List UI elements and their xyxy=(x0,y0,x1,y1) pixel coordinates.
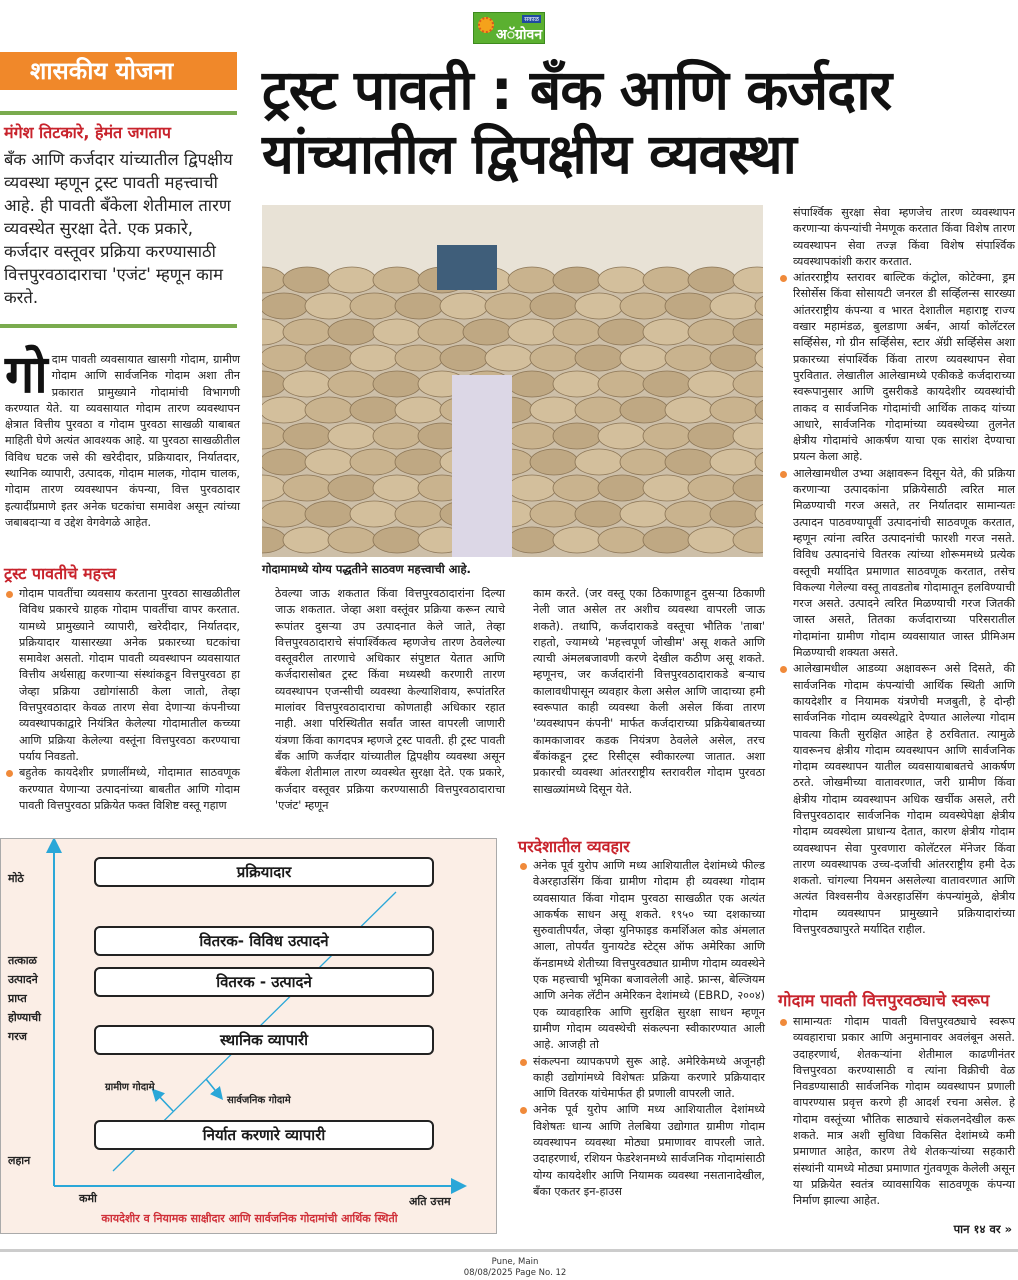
footer-edition: Pune, Main xyxy=(491,1257,539,1267)
sack xyxy=(262,397,308,423)
sack xyxy=(283,423,331,449)
photo-caption: गोदामामध्ये योग्य पद्धतीने साठवण महत्त्वाची आहे. xyxy=(262,562,471,576)
diagram-caption: कायदेशीर व नियामक साक्षीदार आणि सार्वजनिक गोदामांची आर्थिक स्थिती xyxy=(101,1212,398,1225)
sack xyxy=(643,319,691,345)
worker xyxy=(437,245,497,290)
sack xyxy=(262,293,308,319)
sack xyxy=(530,449,578,475)
sack xyxy=(710,397,758,423)
sack xyxy=(530,293,578,319)
masthead-logo xyxy=(473,12,545,44)
sack xyxy=(688,371,736,397)
sack xyxy=(643,423,691,449)
bullet-paragraph: आंतरराष्ट्रीय स्तरावर बाल्टिक कंट्रोल, कोटेक्ना, ड्रम रिसोर्सेस किंवा सोसायटी जनरल डी सर्व्हिलन्स सारख्या आंतरराष्ट्रीय कंपन्या व भारत देशातील महाराष्ट्र राज्य वखार महामंडळ, बुलडाणा अर्बन, आर्या कोलॅटरल सर्व्हिसेस, गो ग्रीन सर्व्हिसेस, स्टार ॲग्री सर्व्हिसेस अशा प्रकारच्या संपार्श्विक किंवा तारण व्यवस्थापन सेवा पुरवितात. लेखातील आलेखामध्ये एकीकडे कर्जदाराच्या स्वरूपानुसार आणि दुसरीकडे कायदेशीर व्यवस्थांची ताकद व सार्वजनिक गोदामांची आर्थिक ताकद यांच्या आधारे, सार्वजनिक गोदामांच्या व्यवस्थेच्या तुलनेत क्षेत्रीय गोदामांचे आकर्षण याचा एक सारांश देण्याचा प्रयत्न केला आहे. xyxy=(778,270,1015,466)
sack xyxy=(620,449,668,475)
sack xyxy=(575,397,623,423)
sack xyxy=(395,345,443,371)
sack xyxy=(508,475,556,501)
sack xyxy=(373,475,421,501)
sack xyxy=(328,423,376,449)
sack xyxy=(485,345,533,371)
warehouse-wall xyxy=(262,205,763,275)
sack xyxy=(620,345,668,371)
sack xyxy=(688,267,736,293)
sack xyxy=(620,293,668,319)
sack xyxy=(620,397,668,423)
sack xyxy=(283,475,331,501)
paragraph: ठेवल्या जाऊ शकतात किंवा वित्तपुरवठादारांना दिल्या जाऊ शकतात. जेव्हा अशा वस्तूंवर प्रक्रिया करून त्याचे रूपांतर दुसऱ्या उप उत्पादनात केले जाते, तेव्हा वित्तपुरवठादाराचे संपार्श्विकत्व म्हणजेच तारण ठेवलेल्या वस्तूवरील तारणाचे अधिकार संपुष्टात येतात आणि कर्जदारासोबत ट्रस्ट किंवा मध्यस्थी करणारी तारण व्यवस्थापन एजन्सीची व्यवस्था केल्याशिवाय, रूपांतरित मालांवर वित्तपुरवठादाराचा कोणताही अधिकार रहात नाही. अशा परिस्थितीत सर्वांत जास्त वापरली जाणारी यंत्रणा किंवा कागदपत्र म्हणजे ट्रस्ट पावती. ही ट्रस्ट पावती बँक आणि कर्जदार यांच्यातील द्विपक्षीय व्यवस्था असून बँकेला शेतीमाल तारण व्यवस्थेत सुरक्षा देते. एक प्रकारे, कर्जदार वस्तूवर प्रक्रिया करण्यासाठी वित्तपुरवठादाराचा 'एजंट' म्हणून xyxy=(275,587,505,812)
sack xyxy=(395,449,443,475)
photo-sacks xyxy=(262,205,763,557)
sack xyxy=(305,449,353,475)
sack xyxy=(350,345,398,371)
lead-paragraph: बँक आणि कर्जदार यांच्यातील द्विपक्षीय व्यवस्था म्हणून ट्रस्ट पावती महत्त्वाची आहे. ही पावती बँकेला शेतीमाल तारण व्यवस्थेत सुरक्षा देते. एक प्रकारे, कर्जदार वस्तूवर प्रक्रिया करण्यासाठी वित्तपुरवठादाराचा 'एजंट' म्हणून काम करते. xyxy=(4,150,233,307)
bullet-paragraph: गोदाम पावतींचा व्यवसाय करताना पुरवठा साखळीतील विविध प्रकारचे ग्राहक गोदाम पावतींचा वापर करतात. यामध्ये प्रामुख्याने व्यापारी, खरेदीदार, निर्यातदार, प्रक्रियादार यासारख्या अनेक प्रकारच्या घटकांचा समावेश असतो. गोदाम पावती व्यवस्थापन व्यवसायात वित्तीय अर्थसाह्य करणाऱ्या संस्थांकडून वित्तपुरवठा हा जेव्हा प्रक्रिया उद्योगांसाठी केला जातो, तेव्हा वित्तपुरवठादार केवळ तारण सेवा देणाऱ्या कंपनीच्या व्यवस्थापकाद्वारे नियंत्रित केलेल्या गोदामातील कच्च्या आणि प्रक्रिया केलेल्या वस्तूंना वित्तपुरवठा करण्याचा पर्याय निवडतो. xyxy=(4,586,240,765)
continued-link[interactable]: पान १४ वर » xyxy=(953,1222,1012,1236)
sack xyxy=(598,319,646,345)
divider xyxy=(0,324,237,328)
sack xyxy=(530,501,578,527)
diagram-box: वितरक- विविध उत्पादने xyxy=(94,926,434,956)
sack xyxy=(328,475,376,501)
sack xyxy=(350,397,398,423)
worker xyxy=(452,375,512,557)
sack xyxy=(508,423,556,449)
subheading: गोदाम पावती वित्तपुरवठ्याचे स्वरूप xyxy=(778,991,990,1010)
diagram xyxy=(0,838,497,1234)
intro-paragraph xyxy=(5,345,240,531)
column-4 xyxy=(778,205,1015,938)
intro-text: दाम पावती व्यवसायात खासगी गोदाम, ग्रामीण गोदाम आणि सार्वजनिक गोदाम अशा तीन प्रकारात प्रामुख्याने गोदामांची विभागणी करण्यात येते. या व्यवसायात गोदाम तारण व्यवस्थापन क्षेत्रात वित्तीय पुरवठा व गोदाम पुरवठा साखळी याबाबत माहिती घेणे अत्यंत आवश्यक आहे. या पुरवठा साखळीतील विविध घटक जसे की खरेदीदार, प्रक्रियादार, निर्यातदार, स्थानिक व्यापारी, उत्पादक, गोदाम मालक, गोदाम चालक, गोदाम तारण व्यवस्थापन कंपन्या, वित्त पुरवठादार इत्यादींप्रमाणे इतर अनेक घटकांचा समावेश असून त्यांच्या जबाबदाऱ्या व उद्देश वेगवेगळे आहेत. xyxy=(5,353,240,529)
sack xyxy=(575,345,623,371)
sack xyxy=(688,319,736,345)
sack xyxy=(328,267,376,293)
region-label: ग्रामीण गोदामे xyxy=(105,1082,155,1093)
diagram-box: वितरक - उत्पादने xyxy=(94,967,434,997)
column-3-bullets xyxy=(518,858,765,1200)
sack xyxy=(575,293,623,319)
drop-cap: गो xyxy=(5,345,48,405)
sack xyxy=(665,449,713,475)
section-tag: शासकीय योजना xyxy=(0,52,237,90)
column-3 xyxy=(533,586,765,798)
bullet-paragraph: अनेक पूर्व युरोप आणि मध्य आशियातील देशांमध्ये फील्ड वेअरहाउसिंग किंवा ग्रामीण गोदाम ही व्यवस्था गोदाम व्यवसायात किंवा गोदाम पुरवठा साखळीत एक अत्यंत आकर्षक साधन असू शकते. १९५० च्या दशकाच्या सुरुवातीपर्यंत, जेव्हा युनिफाइड कमर्शिअल कोड अंमलात आला, तोपर्यंत युनायटेड स्टेट्स ऑफ अमेरिका आणि कॅनडामध्ये शेतीच्या वित्तपुरवठ्यात ग्रामीण गोदाम व्यवस्थेने एक महत्त्वाची भूमिका बजावलेली आहे. फ्रान्स, बेल्जियम आणि अनेक लॅटीन अमेरिकन देशांमध्ये (EBRD, २००४) एक व्यावहारिक आणि सुरक्षित सुरक्षा साधन म्हणून ग्रामीण गोदाम व्यवस्थेची संकल्पना स्वीकारण्यात आली आहे. आजही तो xyxy=(518,858,765,1054)
sack xyxy=(575,449,623,475)
sack xyxy=(553,527,601,553)
sack xyxy=(418,319,466,345)
sack xyxy=(710,293,758,319)
sack xyxy=(328,371,376,397)
column-1 xyxy=(4,586,240,814)
sack xyxy=(508,527,556,553)
logo-tag: सकाळ xyxy=(524,16,539,23)
subheading: ट्रस्ट पावतीचे महत्त्व xyxy=(4,564,117,583)
sack xyxy=(710,501,758,527)
column-4-bullets xyxy=(778,1014,1015,1210)
sack xyxy=(665,345,713,371)
sack xyxy=(463,319,511,345)
bullet-paragraph: आलेखामधील उभ्या अक्षावरून दिसून येते, की प्रक्रिया करणाऱ्या उत्पादकांना प्रक्रियेसाठी त्वरित माल मिळण्याची गरज असते, तर निर्यातदार सामान्यतः उत्पादन पाठवण्यापूर्वी उत्पादनांची साठवणूक करतात, म्हणून त्यांना त्वरित उत्पादनांची फारशी गरज नसते. विविध उत्पादनांचे वितरक त्यांच्या शोरूममध्ये प्रत्येक वस्तूची मर्यादित प्रमाणात साठवणूक करतात, तसेच विकल्या गेलेल्या वस्तू तावडतोब गोदामातून हलविण्याची गरज असते. उत्पादने त्वरित मिळण्याची गरज जितकी जास्त असते, तितका कर्जदाराच्या परिसरातील गोदामांना ग्रामीण गोदाम व्यवसायात जास्त प्रीमिअम मिळण्याची शक्यता असते. xyxy=(778,466,1015,662)
column-2 xyxy=(275,586,505,814)
warehouse-photo xyxy=(262,205,763,557)
paragraph: संपार्श्विक सुरक्षा सेवा म्हणजेच तारण व्यवस्थापन करणाऱ्या कंपन्यांची नेमणूक करतात किंवा विशेष तारण व्यवस्थापन सेवा तज्ज्ञ किंवा विशेष संपार्श्विक व्यवस्थापकांशी करार करतात. xyxy=(793,206,1015,268)
sack xyxy=(350,449,398,475)
bullet-paragraph: बहुतेक कायदेशीर प्रणालींमध्ये, गोदामात साठवणूक करण्यात येणाऱ्या उत्पादनांच्या बाबतीत आणि गोदाम पावती वित्तपुरवठा प्रक्रियेत फक्त विशिष्ट वस्तू गहाण xyxy=(4,765,240,814)
footer-date-page: 08/08/2025 Page No. 12 xyxy=(463,1268,567,1278)
headline xyxy=(262,58,1012,186)
x-label-left: कमी xyxy=(79,1192,97,1205)
divider xyxy=(0,111,237,115)
sack xyxy=(688,423,736,449)
headline-line: ट्रस्ट पावती : बँक आणि कर्जदार xyxy=(262,58,892,122)
logo-brand: अॅग्रोवन xyxy=(496,27,543,43)
sack xyxy=(305,345,353,371)
byline: मंगेश तिटकारे, हेमंत जगताप xyxy=(4,123,171,142)
sack xyxy=(598,267,646,293)
diagram-box: प्रक्रियादार xyxy=(94,857,434,887)
bullet-paragraph: संकल्पना व्यापकपणे सुरू आहे. अमेरिकेमध्ये अजूनही काही उद्योगांमध्ये विशेषतः प्रक्रिया करणारे प्रक्रियादार आणि वितरक यांचेमार्फत ही प्रणाली वापरली जाते. xyxy=(518,1054,765,1103)
sack xyxy=(395,397,443,423)
sack xyxy=(643,527,691,553)
sack xyxy=(485,293,533,319)
sack xyxy=(373,423,421,449)
sack xyxy=(598,423,646,449)
sack xyxy=(710,345,758,371)
sack xyxy=(553,423,601,449)
sack xyxy=(598,527,646,553)
bullet-paragraph: आलेखामधील आडव्या अक्षावरून असे दिसते, की सार्वजनिक गोदाम कंपन्यांची आर्थिक स्थिती आणि कायदेशीर व नियामक यंत्रणेची मजबुती, हे दोन्ही सार्वजनिक गोदाम व्यवस्थेद्वारे देण्यात आलेल्या गोदाम पावत्या किती सुरक्षित आहेत हे ठरवितात. त्यामुळे यावरूनच क्षेत्रीय गोदाम व्यवस्थापन आणि सार्वजनिक गोदाम व्यवस्थापन यातील व्यवसायाबाबतचे आकर्षण ठरते. जोखमीच्या वातावरणात, जरी ग्रामीण किंवा क्षेत्रीय गोदाम व्यवस्थापन अधिक खर्चीक असले, तरी वित्तपुरवठादार सार्वजनिक गोदाम व्यवस्थेपेक्षा क्षेत्रीय गोदाम व्यवस्थेला प्राधान्य देतात, कारण क्षेत्रीय गोदाम व्यवस्थापन सेवा पुरवणारा कोलॅटरल मॅनेजर किंवा तारण व्यवस्थापक उच्च-दर्जाची आंतरराष्ट्रीय हमी देऊ शकतो. चांगल्या नियमन असलेल्या वातावरणात आणि अत्यंत विश्वसनीय वेअरहाउसिंग कंपन्यांमुळे, क्षेत्रीय गोदाम व्यवस्थापन प्रामुख्याने प्रक्रियादारांच्या वित्तपुरवठ्यापुरते मर्यादित राहील. xyxy=(778,661,1015,938)
sack xyxy=(553,475,601,501)
sack xyxy=(328,527,376,553)
x-label-right: अति उत्तम xyxy=(409,1195,451,1208)
sack xyxy=(373,371,421,397)
sack xyxy=(665,397,713,423)
sack xyxy=(440,293,488,319)
diagram-box: स्थानिक व्यापारी xyxy=(94,1025,434,1055)
footer-rule xyxy=(0,1249,1018,1252)
sack xyxy=(395,501,443,527)
sack xyxy=(350,293,398,319)
sack xyxy=(262,501,308,527)
diagram-box: निर्यात करणारे व्यापारी xyxy=(94,1120,434,1150)
sack xyxy=(373,527,421,553)
sack xyxy=(553,267,601,293)
sack xyxy=(530,345,578,371)
sack xyxy=(373,267,421,293)
arrow-left-icon xyxy=(156,1093,173,1111)
sack xyxy=(283,371,331,397)
bullet-paragraph: सामान्यतः गोदाम पावती वित्तपुरवठ्याचे स्वरूप व्यवहाराचा प्रकार आणि अनुमानावर अवलंबून असते. उदाहरणार्थ, शेतकऱ्यांना शेतीमाल काढणीनंतर वित्तपुरवठा करण्यासाठी व त्यांना विक्रीची वेळ निवडण्यासाठी सार्वजनिक गोदाम व्यवस्थापन प्रणाली वापरण्यास प्रवृत्त करणे ही आदर्श रचना असेल. हे गोदाम वस्तूंच्या भौतिक साठ्याचे संकलनदेखील करू शकते. मात्र अशी सुविधा विकसित देशांमध्ये कमी प्रमाणात आहेत, कारण तेथे शेतकऱ्यांच्या सहकारी संस्थांनी यामध्ये मोठ्या प्रमाणात गुंतवणूक केलेली असून या प्रक्रियेत स्वतंत्र व्यावसायिक साठवणूक कंपन्या निर्माण झाल्या आहेत. xyxy=(778,1014,1015,1210)
sack xyxy=(262,449,308,475)
sack xyxy=(262,345,308,371)
y-axis-title: तत्काळ उत्पादने प्राप्त होण्याची गरज xyxy=(8,954,41,1043)
sack xyxy=(688,527,736,553)
sack xyxy=(575,501,623,527)
sack xyxy=(305,397,353,423)
sack xyxy=(508,371,556,397)
sack xyxy=(283,267,331,293)
sack xyxy=(665,293,713,319)
sack xyxy=(373,319,421,345)
sack xyxy=(553,371,601,397)
y-label-bottom: लहान xyxy=(8,1154,31,1167)
subheading: परदेशातील व्यवहार xyxy=(518,837,630,856)
sack xyxy=(643,267,691,293)
sack xyxy=(688,475,736,501)
sack xyxy=(508,319,556,345)
region-label: सार्वजनिक गोदामे xyxy=(227,1095,291,1106)
sack xyxy=(710,449,758,475)
sack xyxy=(440,345,488,371)
sack xyxy=(665,501,713,527)
arrow-right-icon xyxy=(206,1079,219,1095)
sun-icon xyxy=(478,17,494,33)
sack xyxy=(598,475,646,501)
sack xyxy=(620,501,668,527)
sack xyxy=(283,527,331,553)
sack xyxy=(643,371,691,397)
bullet-paragraph: अनेक पूर्व युरोप आणि मध्य आशियातील देशांमध्ये विशेषतः धान्य आणि तेलबिया उद्योगात ग्रामीण गोदाम व्यवस्थापन व्यवस्था मोठ्या प्रमाणावर वापरली जाते. उदाहरणार्थ, रशियन फेडरेशनमध्ये सार्वजनिक गोदामांसाठी योग्य कायदेशीर आणि नियामक व्यवस्था नसतानादेखील, बँका एकतर इन-हाउस xyxy=(518,1102,765,1200)
sack xyxy=(530,397,578,423)
sack xyxy=(395,293,443,319)
sack xyxy=(283,319,331,345)
sack xyxy=(598,371,646,397)
sack xyxy=(508,267,556,293)
headline-line: यांच्यातील द्विपक्षीय व्यवस्था xyxy=(262,122,796,186)
sack xyxy=(643,475,691,501)
sack xyxy=(328,319,376,345)
paragraph: काम करते. (जर वस्तू एका ठिकाणाहून दुसऱ्या ठिकाणी नेली जात असेल तर अशीच व्यवस्था वापरली जाऊ शकते). तथापि, कर्जदाराकडे वस्तूचा भौतिक 'ताबा' राहतो, ज्यामध्ये 'महत्त्वपूर्ण जोखीम' असू शकते आणि त्याची अंमलबजावणी करणे देखील कठीण असू शकते. म्हणूनच, जर कर्जदारांनी वित्तपुरवठादाराकडे बऱ्याच कालावधीपासून व्यवहार केला असेल आणि जादाच्या हमी स्वरूपात काही व्यवस्था केली असेल किंवा तारण 'व्यवस्थापन कंपनी' मार्फत कर्जदाराच्या प्रक्रियेबाबतच्या कामकाजावर कडक नियंत्रण ठेवलेले असेल, तरच बँकांकडून ट्रस्ट रिसीट्स स्वीकारल्या जातात. अशा प्रकारची व्यवस्था आंतरराष्ट्रीय स्तरावरील गोदाम पुरवठा साखळ्यांमध्ये दिसून येते. xyxy=(533,587,765,796)
sack xyxy=(350,501,398,527)
sack xyxy=(305,293,353,319)
y-label-top: मोठे xyxy=(8,872,24,885)
sack xyxy=(553,319,601,345)
sack xyxy=(305,501,353,527)
